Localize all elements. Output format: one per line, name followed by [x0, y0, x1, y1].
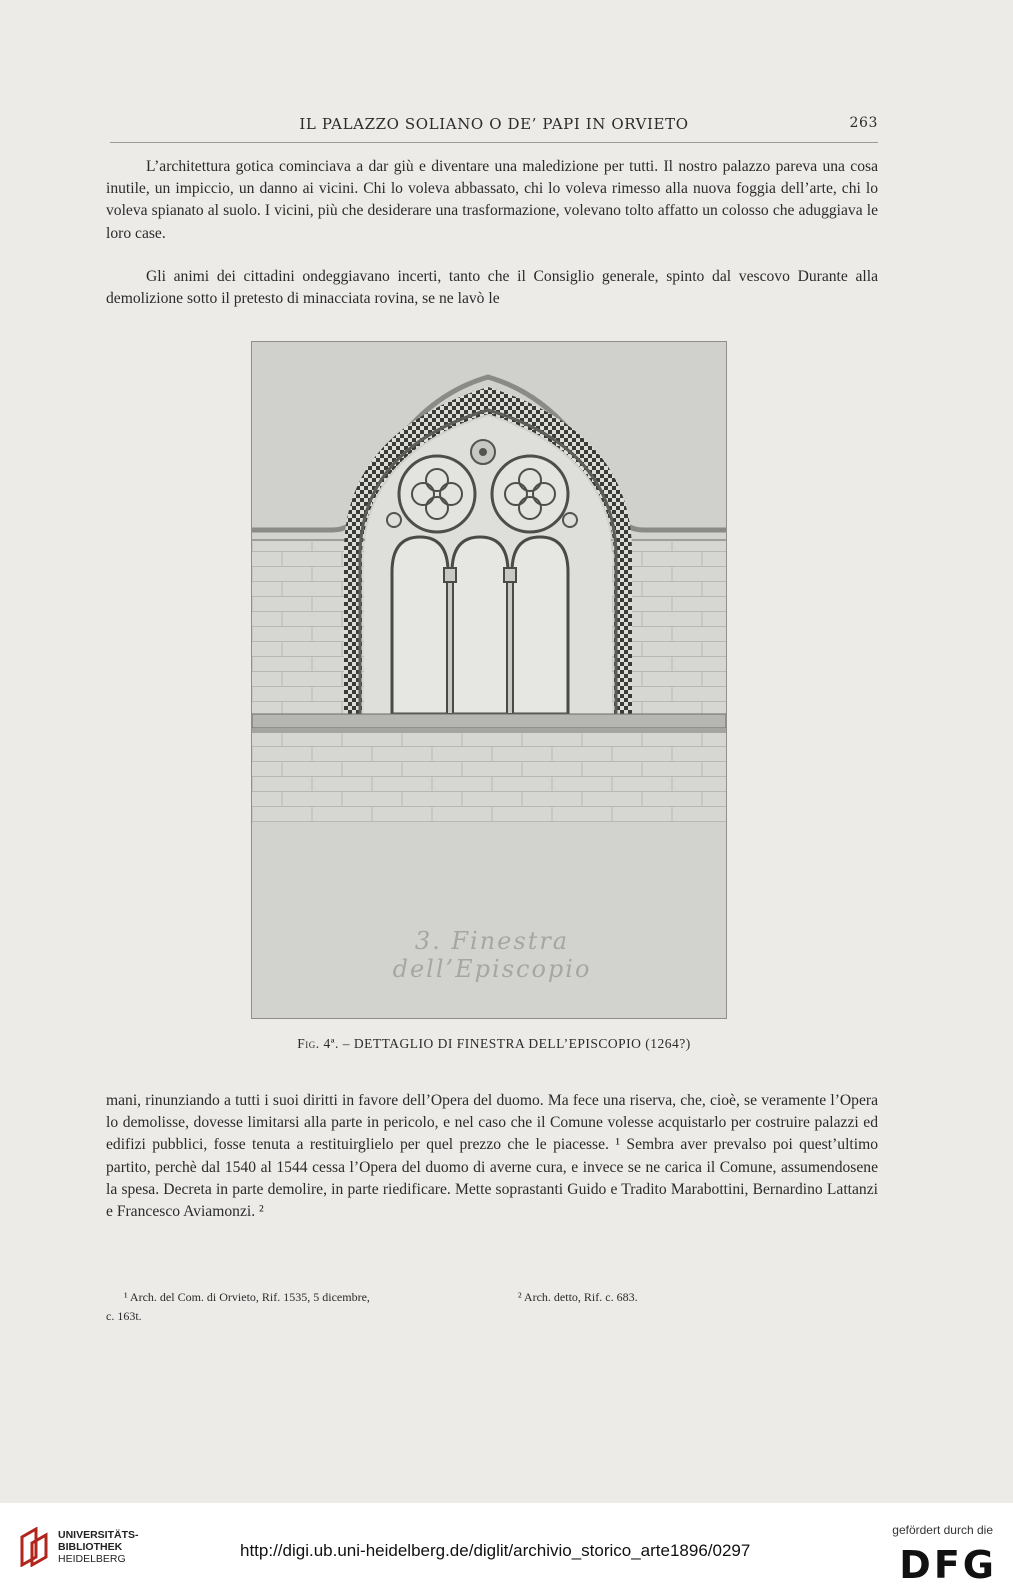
paragraph-2: Gli animi dei cittadini ondeggiavano incerti, tanto che il Consiglio generale, spinto dal vescovo Durante alla demolizione sotto il pretesto di minacciata rovina, se ne lavò le	[106, 268, 878, 308]
funding-text: gefördert durch die	[892, 1523, 993, 1537]
running-title: IL PALAZZO SOLIANO O DE’ PAPI IN ORVIETO	[299, 115, 689, 133]
running-header	[110, 113, 878, 137]
page-number: 263	[849, 115, 878, 131]
header-rule	[110, 142, 878, 143]
footnote-1-continued: c. 163t.	[106, 1309, 142, 1323]
footnote-1: ¹ Arch. del Com. di Orvieto, Rif. 1535, 5 dicembre,	[124, 1290, 370, 1304]
library-name	[58, 1529, 139, 1565]
library-logo-icon	[18, 1527, 52, 1567]
figure-gothic-window-photo	[251, 341, 727, 1019]
figure-caption	[110, 1036, 878, 1052]
viewer-footer	[0, 1503, 1013, 1591]
library-name-line-2: BIBLIOTHEK	[58, 1541, 123, 1553]
permalink-url[interactable]: http://digi.ub.uni-heidelberg.de/diglit/archivio_storico_arte1896/0297	[240, 1541, 751, 1560]
dfg-logo: DFG	[899, 1543, 997, 1587]
paragraph-1: L’architettura gotica cominciava a dar giù e diventare una maledizione per tutti. Il nostro palazzo pareva una cosa inutile, un impiccio, un danno ai vicini. Chi lo voleva abbassato, chi lo voleva rimesso alla nuova foggia dell’arte, chi lo voleva spianato al suolo. I vicini, più che desiderare una trasformazione, volevano tolto affatto un colosso che aduggiava le loro case.	[106, 158, 878, 242]
gothic-window-illustration	[252, 342, 726, 1018]
figure-caption-text: – DETTAGLIO DI FINESTRA DELL’EPISCOPIO (1264?)	[342, 1036, 691, 1051]
handwritten-inscription: 3. Finestra dell’Episcopio	[392, 927, 592, 983]
library-name-line-1: UNIVERSITÄTS-	[58, 1529, 139, 1541]
library-name-line-3: HEIDELBERG	[58, 1553, 126, 1565]
figure-label: Fig. 4ª.	[297, 1036, 339, 1051]
paragraph-3: mani, rinunziando a tutti i suoi diritti in favore dell’Opera del duomo. Ma fece una riserva, che, cioè, se veramente l’Opera lo demolisse, dovesse limitarsi alla parte in pericolo, e nel caso che il Comune volesse acquistarlo per costruire palazzi ed edifizi pubblici, fosse tenuta a restituirglielo per quel prezzo che le piacesse. ¹ Sembra aver prevalso poi quest’ultimo partito, perchè dal 1540 al 1544 cessa l’Opera del duomo di averne cura, e invece se ne carica il Comune, assumendosene la spesa. Decreta in parte demolire, in parte riedificare. Mette soprastanti Guido e Tradito Marabottini, Bernardino Lattanzi e Francesco Aviamonzi. ²	[106, 1092, 878, 1221]
footnote-2: ² Arch. detto, Rif. c. 683.	[518, 1290, 638, 1304]
